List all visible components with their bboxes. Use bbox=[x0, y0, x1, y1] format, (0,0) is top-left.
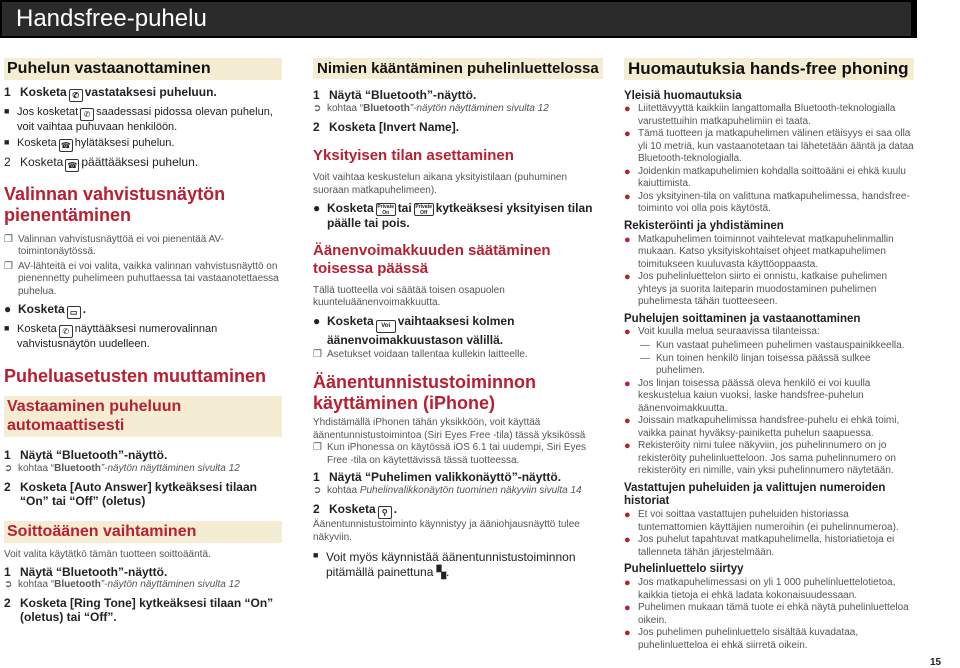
note-item: ❐ Asetukset voidaan tallentaa kullekin laitteelle. bbox=[313, 349, 528, 361]
paragraph: Voit valita käytätkö tämän tuotteen soittoääntä. bbox=[4, 549, 211, 561]
note-item: ● Liitettävyyttä kaikkiin langattomalla Bluetooth-teknologialla varustettuihin matkapuhelimiin ei taata. bbox=[624, 103, 896, 127]
paragraph: Tällä tuotteella voi säätää toisen osapuolen kuunteluäänenvoimakkuutta. bbox=[313, 284, 505, 309]
reject-call-icon: ☎ bbox=[59, 139, 73, 152]
answer-call-icon: ✆ bbox=[80, 108, 94, 121]
subsection-heading: Soittoäänen vaihtaminen bbox=[4, 521, 282, 543]
subsection-heading: Vastaaminen puheluun automaattisesti bbox=[4, 396, 282, 437]
header-bar bbox=[0, 0, 913, 38]
private-off-icon: Private Off bbox=[415, 204, 433, 217]
note-item: ● Puhelimen mukaan tämä tuote ei ehkä näytä puhelinluetteloa oikein. bbox=[624, 602, 909, 626]
subsection-heading: Yleisiä huomautuksia bbox=[624, 89, 742, 102]
bullet-item: ■ Kosketa ☎ hylätäksesi puhelun. bbox=[4, 137, 175, 151]
note-item: ● Jos matkapuhelimessasi on yli 1 000 puhelinluettelotietoa, kaikkia tietoja ei ehkä ladata kokonaisuudessaan. bbox=[624, 577, 896, 601]
note-item: ● Jos yksityinen-tila on valittuna matkapuhelimessa, handsfree-toiminto voi olla pois käytöstä. bbox=[624, 190, 910, 215]
step: 1 Näytä “Bluetooth”-näyttö. bbox=[4, 564, 168, 579]
step: 1 Näytä “Bluetooth”-näyttö. bbox=[4, 448, 168, 463]
page-number: 15 bbox=[930, 657, 942, 668]
reference: ➲ kohtaa “Bluetooth”-näytön näyttäminen sivulta 12 bbox=[4, 579, 240, 591]
subsection-heading: Rekisteröinti ja yhdistäminen bbox=[624, 219, 784, 232]
section-heading: Yksityisen tilan asettaminen bbox=[313, 146, 514, 164]
note-item: ● Jos linjan toisessa päässä oleva henkilö ei voi kuulla keskustelua kaiun vuoksi, laske handsfree-puhelun äänenvoimakkuutta. bbox=[624, 377, 871, 414]
reference: ➲ kohtaa “Bluetooth”-näytön näyttäminen sivulta 12 bbox=[4, 463, 240, 475]
paragraph: Yhdistämällä iPhonen tähän yksikköön, voit käyttää äänentunnistustoimintoa (Siri Eyes Free -tila) tässä yksikössä bbox=[313, 417, 586, 441]
section-heading: Äänenvoimakkuuden säätäminen toisessa päässä bbox=[313, 242, 551, 277]
reference: ➲ kohtaa Puhelinvalikkonäytön tuominen näkyviin sivulta 14 bbox=[313, 485, 582, 497]
step: 2 Kosketa [Invert Name]. bbox=[313, 120, 460, 135]
bullet-item: ■ Jos kosketat ✆ saadessasi pidossa olevan puhelun, voit vaihtaa puhuvaan henkilöön. bbox=[4, 106, 273, 134]
section-heading: Äänentunnistustoiminnon käyttäminen (iPhone) bbox=[313, 371, 536, 413]
step: 1 Näytä “Bluetooth”-näyttö. bbox=[313, 88, 477, 103]
page-title: Handsfree-puhelu bbox=[16, 5, 207, 32]
bullet-item: ■ Voit myös käynnistää äänentunnistustoiminnon pitämällä painettuna ▚. bbox=[313, 550, 576, 580]
note-item: ● Matkapuhelimen toiminnot vaihtelevat matkapuhelinmallin mukaan. Katso yksityiskohtaiset ohjeet matkapuhelimen toimitukseen kuuluvasta käyttöoppaasta. bbox=[624, 233, 894, 270]
note-subitem: — Kun toinen henkilö linjan toisessa päässä sulkee puhelimen. bbox=[640, 352, 871, 377]
private-on-icon: Private On bbox=[377, 204, 395, 217]
section-heading: Nimien kääntäminen puhelinluettelossa bbox=[313, 58, 603, 79]
section-heading: Puheluasetusten muuttaminen bbox=[4, 365, 267, 386]
phone-icon: ✆ bbox=[59, 325, 73, 338]
note-item: ❐ Valinnan vahvistusnäyttöä ei voi pienentää AV-toimintonäytössä. bbox=[4, 233, 224, 258]
home-icon: ▚ bbox=[436, 565, 446, 580]
note-item: ● Et voi soittaa vastattujen puheluiden historiassa tuntemattomien käyttäjien numeroihin (ei puhelinnumeroa). bbox=[624, 509, 899, 533]
subsection-heading: Vastattujen puheluiden ja valittujen numeroiden historiat bbox=[624, 481, 886, 508]
step: 2 Kosketa ☎ päättääksesi puhelun. bbox=[4, 155, 199, 171]
note-item: ● Voit kuulla melua seuraavissa tilanteissa: bbox=[624, 326, 820, 339]
step: 2 Kosketa ⚲ . bbox=[313, 502, 398, 518]
step: 2 Kosketa [Auto Answer] kytkeäksesi tilaan “On” tai “Off” (oletus) bbox=[4, 480, 257, 508]
note-item: ● Joissain matkapuhelimissa handsfree-puhelu ei ehkä toimi, vaikka painat hyväksy-painiketta puhelun saapuessa. bbox=[624, 415, 900, 439]
note-item: ● Joidenkin matkapuhelimien kohdalla soittoääni ei ehkä kuulu kaiuttimista. bbox=[624, 165, 906, 190]
end-call-icon: ☎ bbox=[65, 159, 79, 172]
note-item: ● Jos puhelinluettelon siirto ei onnistu, katkaise puhelimen yhteys ja suorita laiteparin muodostaminen puhelimen puhelimesta tähän tuotteeseen. bbox=[624, 271, 888, 308]
note-item: ❐ AV-lähteitä ei voi valita, vaikka valinnan vahvistusnäyttö on pienennetty puhelimeen puhuttaessa tai vastaanotettaessa puhelua. bbox=[4, 260, 279, 297]
note-item: ● Tämä tuotteen ja matkapuhelimen välinen etäisyys ei saa olla yli 10 metriä, kun vastaanotetaan tai lähetetään ääntä ja dataa Bluetooth-teknologialla. bbox=[624, 128, 914, 165]
column-3 bbox=[624, 58, 914, 652]
section-heading: Puhelun vastaanottaminen bbox=[4, 58, 282, 80]
section-heading: Huomautuksia hands-free phoning bbox=[624, 58, 914, 80]
step: 2 Kosketa [Ring Tone] kytkeäksesi tilaan “On” (oletus) tai “Off”. bbox=[4, 596, 274, 625]
paragraph: Voit vaihtaa keskustelun aikana yksityistilaan (puhuminen suoraan matkapuhelimeen). bbox=[313, 172, 568, 196]
minimize-icon: ▭ bbox=[67, 306, 81, 319]
paragraph: Äänentunnistustoiminto käynnistyy ja ääniohjausnäyttö tulee näkyviin. bbox=[313, 519, 580, 543]
column-2 bbox=[313, 58, 603, 580]
section-heading: Valinnan vahvistusnäytön pienentäminen bbox=[4, 184, 226, 225]
column-1 bbox=[4, 58, 282, 625]
answer-call-icon: ✆ bbox=[69, 89, 83, 102]
bullet-item: ■ Kosketa ✆ näyttääksesi numerovalinnan vahvistusnäytön uudelleen. bbox=[4, 323, 218, 351]
volume-icon: Voi bbox=[376, 320, 396, 333]
note-item: ❐ Kun iPhonessa on käytössä iOS 6.1 tai uudempi, Siri Eyes Free -tila on käytettävissä tässä tuotteessa. bbox=[313, 442, 587, 466]
step: ● Kosketa Private On tai Private Off kytkeäksesi yksityisen tilan päälle tai pois. bbox=[313, 201, 593, 231]
step: 1 Kosketa ✆ vastataksesi puheluun. bbox=[4, 85, 217, 101]
step: 1 Näytä “Puhelimen valikkonäyttö”-näyttö. bbox=[313, 470, 562, 485]
reference: ➲ kohtaa “Bluetooth”-näytön näyttäminen sivulta 12 bbox=[313, 103, 549, 115]
subsection-heading: Puhelujen soittaminen ja vastaanottaminen bbox=[624, 312, 861, 325]
voice-recognition-icon: ⚲ bbox=[378, 506, 392, 519]
header-tab bbox=[913, 0, 960, 38]
note-subitem: — Kun vastaat puhelimeen puhelimen vastauspainikkeella. bbox=[640, 340, 905, 352]
note-item: ● Jos puhelut tapahtuvat matkapuhelimella, historiatietoja ei tallenneta tähän järjestelmään. bbox=[624, 534, 895, 558]
subsection-heading: Puhelinluettelo siirtyy bbox=[624, 563, 744, 576]
step: ● Kosketa Voi vaihtaaksesi kolmen äänenvoimakkuustason välillä. bbox=[313, 313, 515, 347]
note-item: ● Jos puhelimen puhelinluettelo sisältää kuvadataa, puhelinluetteloa ei ehkä siirretä oikein. bbox=[624, 627, 859, 651]
note-item: ● Rekisteröity nimi tulee näkyviin, jos puhelinnumero on jo rekisteröity puhelinluetteloon. Jos sama puhelinnumero on rekisteröity eri nimille, vain yksi puhelinnumero näytetään. bbox=[624, 440, 896, 477]
step: ● Kosketa ▭ . bbox=[4, 302, 87, 318]
